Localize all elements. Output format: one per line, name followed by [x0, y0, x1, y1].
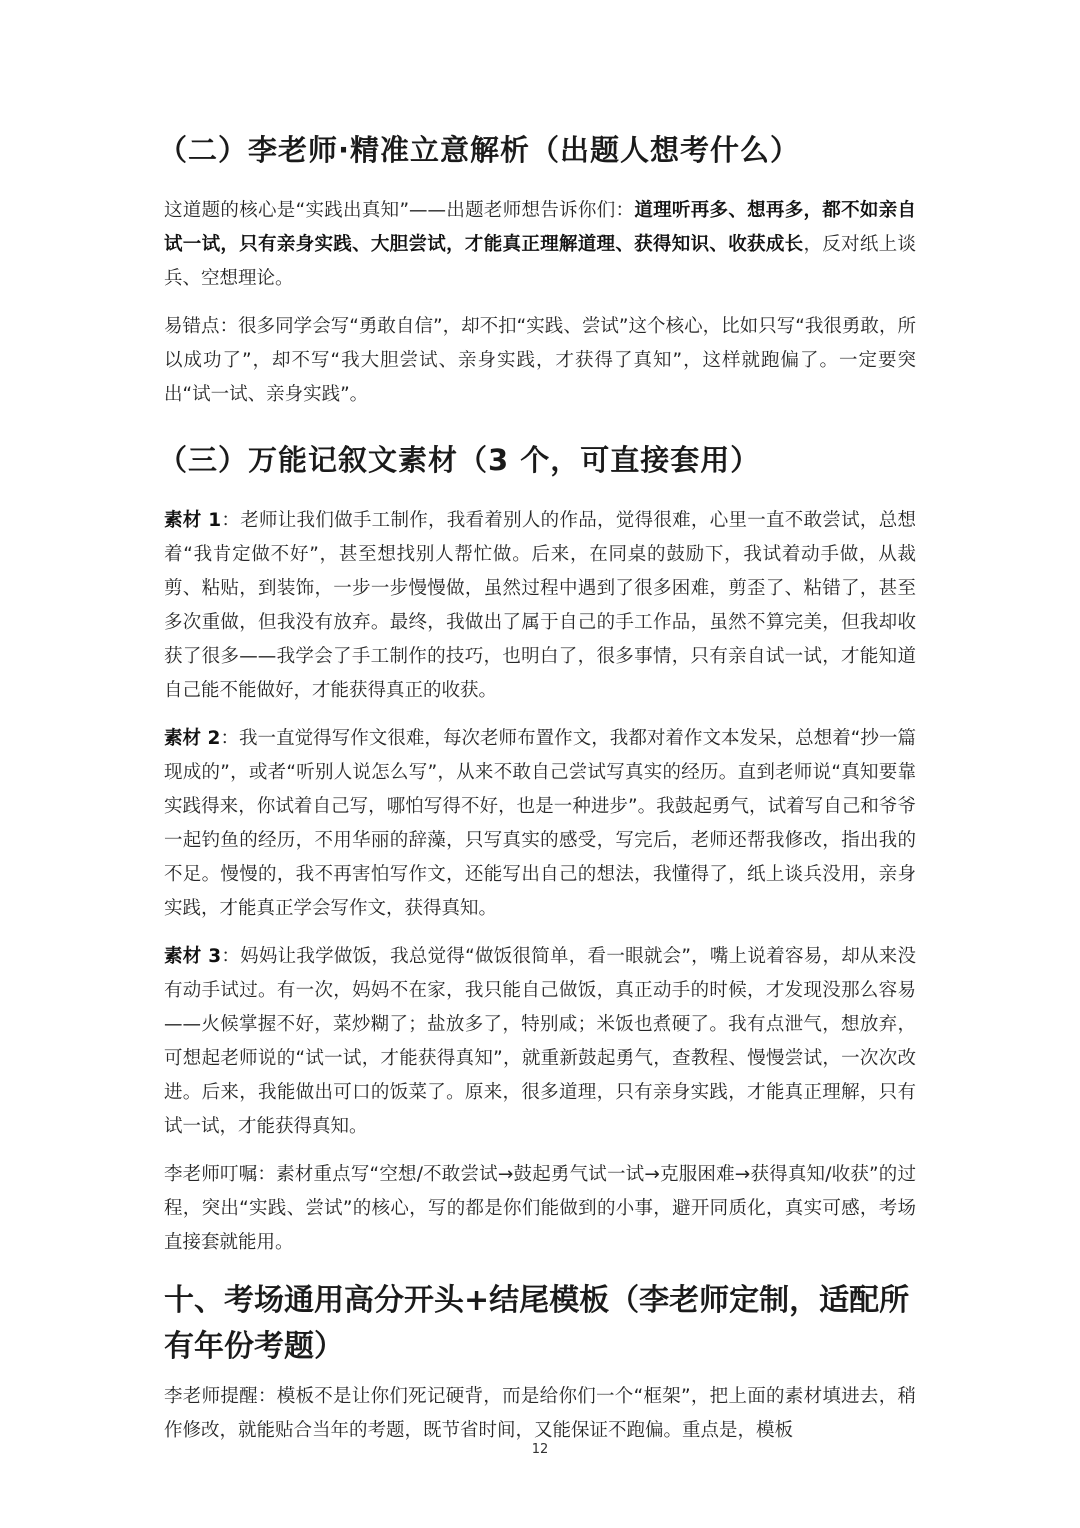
core-text-bold: 道理听再多、想再多，都不如亲自试一试，只有亲身实践、大胆尝试，才能真正理解道理、获得知识、收获成长	[164, 200, 916, 255]
section-2-heading: （二）李老师·精准立意解析（出题人想考什么）	[158, 133, 801, 167]
material-3-text: ：妈妈让我学做饭，我总觉得“做饭很简单，看一眼就会”，嘴上说着容易，却从来没有动手试过。有一次，妈妈不在家，我只能自己做饭，真正动手的时候，才发现没那么容易——火候掌握不好，菜炒糊了；盐放多了，特别咸；米饭也煮硬了。我有点泄气，想放弃，可想起老师说的“试一试，才能获得真知”，就重新鼓起勇气，查教程、慢慢尝试，一次次改进。后来，我能做出可口的饭菜了。原来，很多道理，只有亲身实践，才能真正理解，只有试一试，才能获得真知。	[164, 946, 916, 1137]
material-1-text: ：老师让我们做手工制作，我看着别人的作品，觉得很难，心里一直不敢尝试，总想着“我肯定做不好”，甚至想找别人帮忙做。后来，在同桌的鼓励下，我试着动手做，从裁剪、粘贴，到装饰，一步一步慢慢做，虽然过程中遇到了很多困难，剪歪了、粘错了，甚至多次重做，但我没有放弃。最终，我做出了属于自己的手工作品，虽然不算完美，但我却收获了很多——我学会了手工制作的技巧，也明白了，很多事情，只有亲自试一试，才能知道自己能不能做好，才能获得真正的收获。	[164, 510, 916, 701]
section-3-heading: （三）万能记叙文素材（3 个，可直接套用）	[158, 443, 761, 477]
material-3-label: 素材 3	[164, 946, 222, 967]
material-2-text: ：我一直觉得写作文很难，每次老师布置作文，我都对着作文本发呆，总想着“抄一篇现成的”，或者“听别人说怎么写”，从来不敢自己尝试写真实的经历。直到老师说“真知要靠实践得来，你试着自己写，哪怕写得不好，也是一种进步”。我鼓起勇气，试着写自己和爷爷一起钓鱼的经历，不用华丽的辞藻，只写真实的感受，写完后，老师还帮我修改，指出我的不足。慢慢的，我不再害怕写作文，还能写出自己的想法，我懂得了，纸上谈兵没用，亲身实践，才能真正学会写作文，获得真知。	[164, 728, 916, 919]
material-1-label: 素材 1	[164, 510, 222, 531]
material-1-paragraph	[164, 504, 916, 708]
page-number: 12	[531, 1442, 549, 1457]
section-10-tip-paragraph: 李老师提醒：模板不是让你们死记硬背，而是给你们一个“框架”，把上面的素材填进去，稍作修改，就能贴合当年的考题，既节省时间，又能保证不跑偏。重点是，模板	[164, 1386, 916, 1441]
core-text-start: 这道题的核心是“实践出真知”——出题老师想告诉你们：	[164, 200, 635, 221]
material-2-paragraph	[164, 722, 916, 926]
spacer	[164, 426, 916, 438]
page-content	[158, 128, 916, 1462]
material-3-paragraph	[164, 940, 916, 1144]
teacher-reminder-paragraph: 李老师叮嘱：素材重点写“空想/不敢尝试→鼓起勇气试一试→克服困难→获得真知/收获”的过程，突出“实践、尝试”的核心，写的都是你们能做到的小事，避开同质化，真实可感，考场直接套就能用。	[164, 1164, 916, 1253]
material-2-label: 素材 2	[164, 728, 221, 749]
section-2-mistake-paragraph: 易错点：很多同学会写“勇敢自信”，却不扣“实践、尝试”这个核心，比如只写“我很勇敢，所以成功了”，却不写“我大胆尝试、亲身实践，才获得了真知”，这样就跑偏了。一定要突出“试一试、亲身实践”。	[164, 316, 916, 405]
section-2-core-paragraph	[164, 194, 916, 296]
section-10-heading: 十、考场通用高分开头+结尾模板（李老师定制，适配所有年份考题）	[164, 1283, 910, 1364]
core-text-end: ，反对纸上谈兵、空想理论。	[164, 234, 916, 289]
